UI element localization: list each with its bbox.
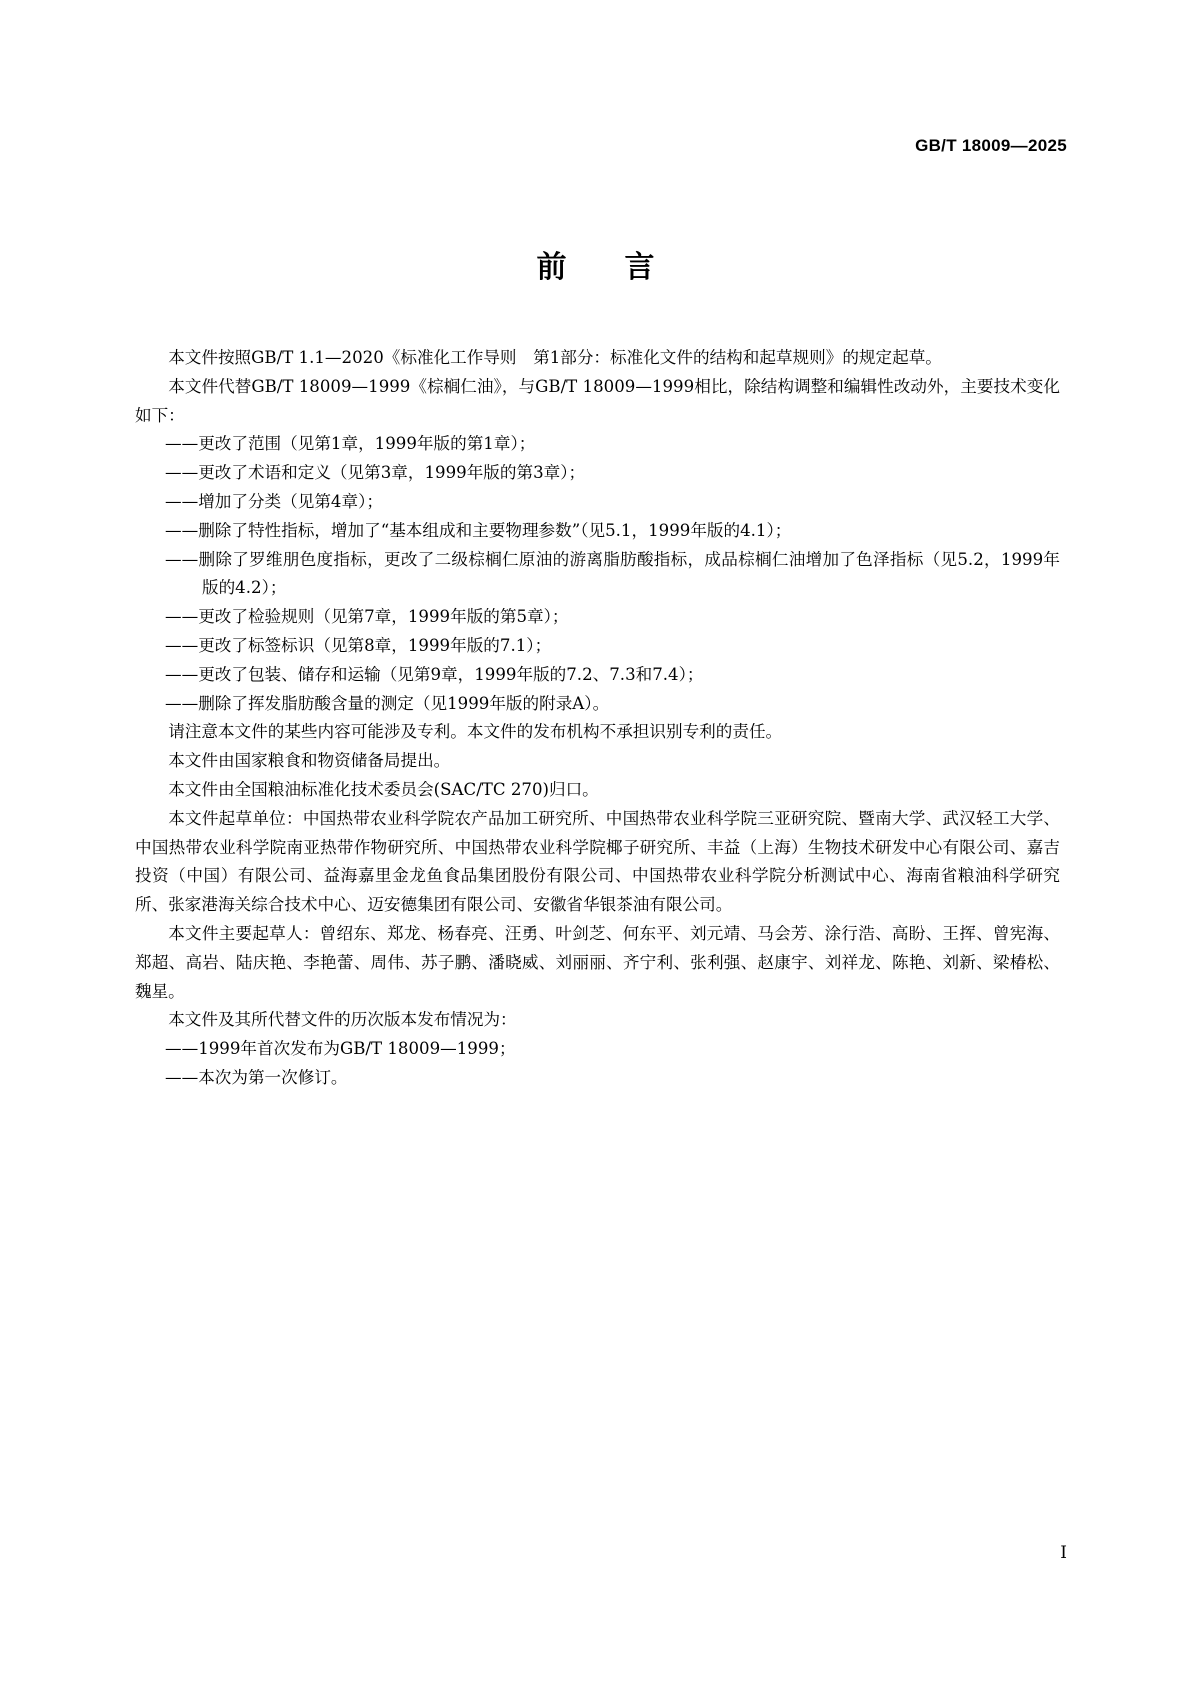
patent-notice: 请注意本文件的某些内容可能涉及专利。本文件的发布机构不承担识别专利的责任。 <box>168 722 783 742</box>
history-item-revision: ——本次为第一次修订。 <box>165 1067 348 1087</box>
foreword-body <box>135 344 1060 1093</box>
change-item-inspection-rules: ——更改了检验规则（见第7章，1999年版的第5章）； <box>165 607 569 627</box>
proposed-by: 本文件由国家粮食和物资储备局提出。 <box>168 751 451 771</box>
change-item-terms: ——更改了术语和定义（见第3章，1999年版的第3章）； <box>165 463 586 483</box>
drafting-units: 本文件起草单位：中国热带农业科学院农产品加工研究所、中国热带农业科学院三亚研究院、暨南大学、武汉轻工大学、中国热带农业科学院南亚热带作物研究所、中国热带农业科学院椰子研究所、丰益（上海）生物技术研发中心有限公司、嘉吉投资（中国）有限公司、益海嘉里金龙鱼食品集团股份有限公司、中国热带农业科学院分析测试中心、海南省粮油科学研究所、张家港海关综合技术中心、迈安德集团有限公司、安徽省华银茶油有限公司。 <box>135 808 1060 915</box>
drafting-basis-paragraph: 本文件按照GB/T 1.1—2020《标准化工作导则 第1部分：标准化文件的结构和起草规则》的规定起草。 <box>168 348 942 367</box>
change-item-labeling: ——更改了标签标识（见第8章，1999年版的7.1）； <box>165 635 552 655</box>
centralized-by: 本文件由全国粮油标准化技术委员会(SAC/TC 270)归口。 <box>168 779 599 799</box>
history-intro: 本文件及其所代替文件的历次版本发布情况为： <box>168 1010 517 1030</box>
change-item-packaging: ——更改了包装、储存和运输（见第9章，1999年版的7.2、7.3和7.4）； <box>165 664 704 684</box>
page-title: 前言 <box>536 250 713 285</box>
change-item-classification: ——增加了分类（见第4章）； <box>165 491 383 511</box>
main-drafters: 本文件主要起草人：曾绍东、郑龙、杨春亮、汪勇、叶剑芝、何东平、刘元靖、马会芳、涂行浩、高盼、王挥、曾宪海、郑超、高岩、陆庆艳、李艳蕾、周伟、苏子鹏、潘晓威、刘丽丽、齐宁利、张利强、赵康宇、刘祥龙、陈艳、刘新、梁椿松、魏星。 <box>135 923 1060 1001</box>
page-number: I <box>1060 1543 1067 1563</box>
change-item-volatile-fatty-acid: ——删除了挥发脂肪酸含量的测定（见1999年版的附录A）。 <box>165 693 610 713</box>
change-item-characteristics: ——删除了特性指标，增加了“基本组成和主要物理参数”（见5.1，1999年版的4.1）； <box>165 520 792 540</box>
change-item-scope: ——更改了范围（见第1章，1999年版的第1章）； <box>165 434 536 454</box>
standard-code: GB/T 18009—2025 <box>915 136 1067 155</box>
change-item-color-index: ——删除了罗维朋色度指标，更改了二级棕榈仁原油的游离脂肪酸指标，成品棕榈仁油增加了色泽指标（见5.2，1999年版的4.2）； <box>165 549 1060 598</box>
history-item-1999: ——1999年首次发布为GB/T 18009—1999； <box>165 1039 516 1059</box>
replacement-paragraph: 本文件代替GB/T 18009—1999《棕榈仁油》，与GB/T 18009—1999相比，除结构调整和编辑性改动外，主要技术变化如下： <box>135 376 1060 425</box>
